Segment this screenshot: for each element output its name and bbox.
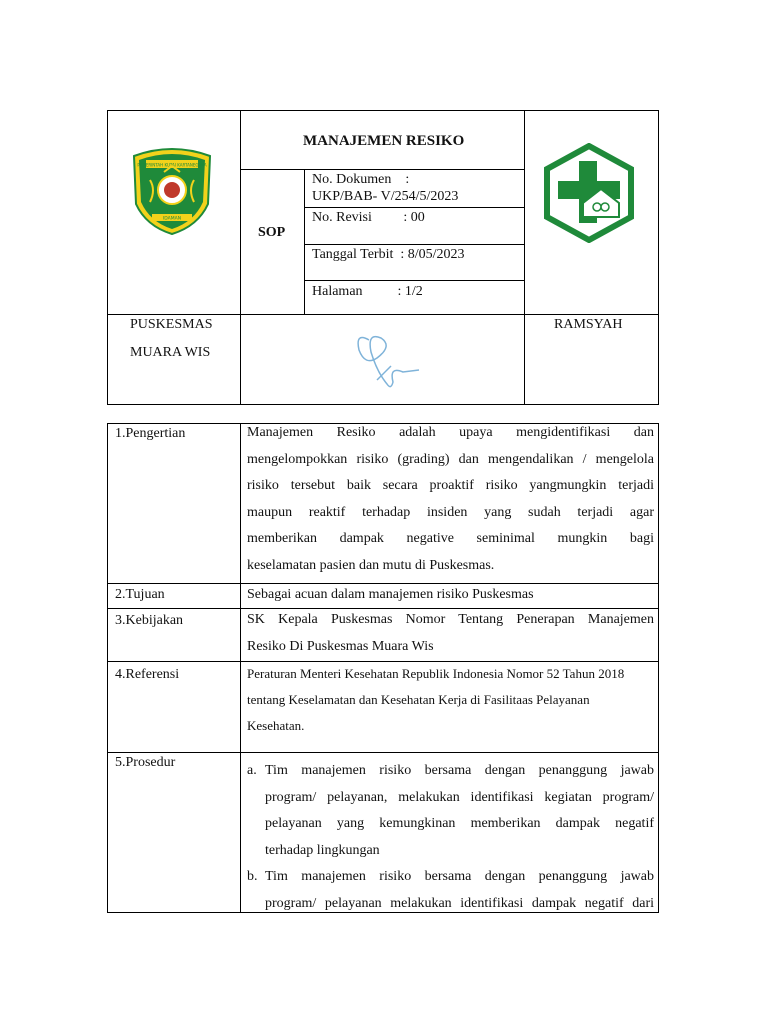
text-line: Kesehatan. bbox=[247, 718, 305, 733]
procedure-item-b bbox=[247, 864, 654, 917]
emblem-bottom-text: IDAMAN bbox=[162, 216, 182, 222]
text-line: Resiko Di Puskesmas Muara Wis bbox=[247, 638, 434, 654]
section-text-referensi bbox=[247, 661, 654, 739]
section-label-kebijakan: 3.Kebijakan bbox=[115, 613, 184, 628]
no-revisi: No. Revisi : 00 bbox=[312, 210, 425, 225]
sop-label: SOP bbox=[258, 225, 286, 240]
text-line: tentang Keselamatan dan Kesehatan Kerja di Fasilitaas Pelayanan bbox=[247, 692, 590, 707]
section-text-tujuan: Sebagai acuan dalam manajemen risiko Puskesmas bbox=[247, 587, 534, 602]
signer-name: RAMSYAH bbox=[554, 317, 623, 332]
text-line: pelayanan yang kemungkinan memberikan dampak negatif bbox=[265, 816, 654, 831]
procedure-item-a bbox=[247, 758, 654, 864]
list-marker: b. bbox=[247, 869, 258, 884]
section-label-prosedur: 5.Prosedur bbox=[115, 755, 176, 770]
text-line: mengelompokkan risiko (grading) dan mengendalikan / mengelola bbox=[247, 451, 654, 467]
text-line: risiko tersebut baik secara proaktif risiko yangmungkin terjadi bbox=[247, 478, 654, 493]
text-line: Peraturan Menteri Kesehatan Republik Indonesia Nomor 52 Tahun 2018 bbox=[247, 666, 625, 681]
section-text-pengertian bbox=[247, 420, 654, 579]
section-label-referensi: 4.Referensi bbox=[115, 667, 180, 682]
text-line: program/ pelayanan, melakukan identifikasi kegiatan program/ bbox=[265, 789, 654, 805]
emblem-top-text: PEMERINTAH KUTAI KARTANEGARA bbox=[137, 162, 207, 168]
text-line: maupun reaktif terhadap insiden yang sudah terjadi agar bbox=[247, 504, 654, 520]
no-dokumen-value: UKP/BAB- V/254/5/2023 bbox=[312, 189, 459, 204]
institution-name-line2: MUARA WIS bbox=[130, 345, 211, 360]
halaman: Halaman : 1/2 bbox=[312, 284, 423, 299]
text-line: program/ pelayanan melakukan identifikasi dampak negatif dari bbox=[265, 895, 654, 911]
no-dokumen-label: No. Dokumen : bbox=[312, 172, 410, 187]
tanggal-terbit: Tanggal Terbit : 8/05/2023 bbox=[312, 247, 465, 262]
text-line: keselamatan pasien dan mutu di Puskesmas. bbox=[247, 557, 495, 573]
text-line: memberikan dampak negative seminimal mungkin bagi bbox=[247, 531, 654, 546]
list-marker: a. bbox=[247, 763, 257, 778]
section-label-tujuan: 2.Tujuan bbox=[115, 587, 165, 602]
document-title: MANAJEMEN RESIKO bbox=[303, 133, 465, 149]
text-line: Tim manajemen risiko bersama dengan penanggung jawab bbox=[265, 763, 654, 778]
puskesmas-logo-icon bbox=[543, 143, 635, 243]
sop-header-table bbox=[107, 110, 659, 405]
text-line: Tim manajemen risiko bersama dengan penanggung jawab bbox=[265, 869, 654, 884]
signature-icon bbox=[347, 322, 427, 394]
text-line: SK Kepala Puskesmas Nomor Tentang Penerapan Manajemen bbox=[247, 612, 654, 627]
sop-content-table bbox=[107, 423, 659, 913]
institution-name-line1: PUSKESMAS bbox=[130, 317, 213, 332]
text-line: Manajemen Resiko adalah upaya mengidentifikasi dan bbox=[247, 425, 654, 440]
text-line: terhadap lingkungan bbox=[265, 842, 380, 858]
section-label-pengertian: 1.Pengertian bbox=[115, 426, 186, 441]
kutai-kartanegara-emblem-icon bbox=[128, 144, 216, 236]
section-text-kebijakan bbox=[247, 607, 654, 660]
